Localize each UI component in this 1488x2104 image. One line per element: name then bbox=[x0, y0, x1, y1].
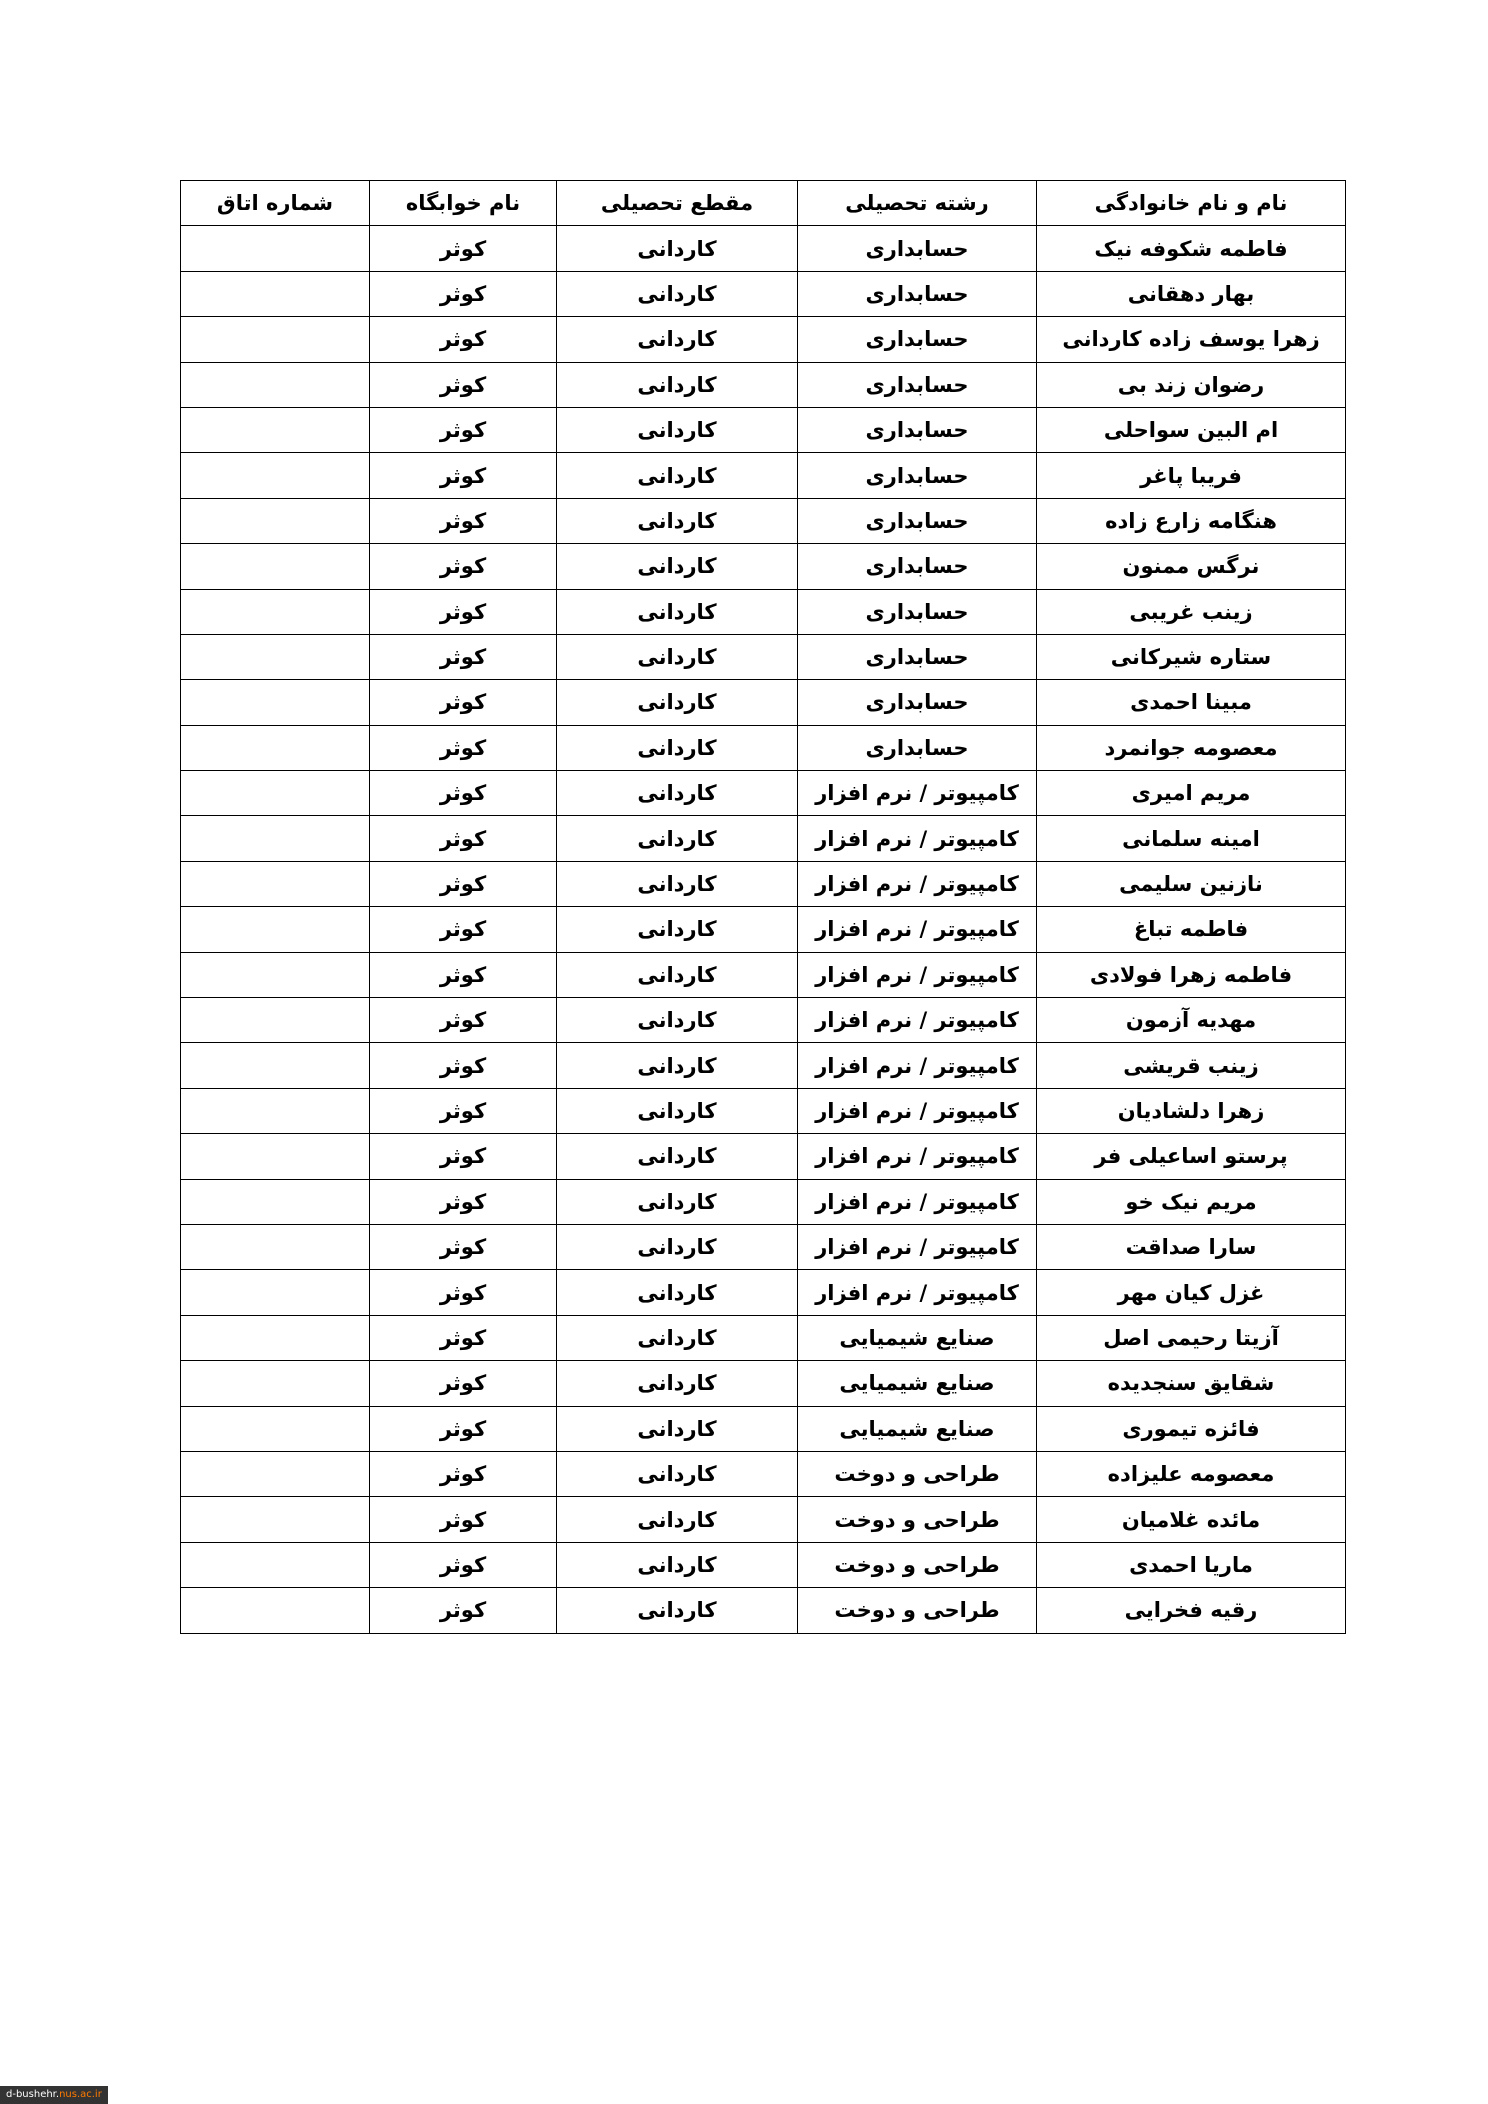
cell-level: کاردانی bbox=[557, 1134, 798, 1179]
cell-level: کاردانی bbox=[557, 1361, 798, 1406]
cell-room bbox=[181, 1451, 370, 1496]
cell-level: کاردانی bbox=[557, 1451, 798, 1496]
cell-dorm: کوثر bbox=[370, 861, 557, 906]
cell-major: کامپیوتر / نرم افزار bbox=[798, 1088, 1037, 1133]
cell-name: مریم نیک خو bbox=[1037, 1179, 1346, 1224]
cell-dorm: کوثر bbox=[370, 407, 557, 452]
cell-room bbox=[181, 771, 370, 816]
cell-room bbox=[181, 1497, 370, 1542]
table-row bbox=[181, 498, 1346, 543]
cell-level: کاردانی bbox=[557, 407, 798, 452]
cell-room bbox=[181, 407, 370, 452]
cell-name: غزل کیان مهر bbox=[1037, 1270, 1346, 1315]
cell-level: کاردانی bbox=[557, 589, 798, 634]
table-header-row bbox=[181, 181, 1346, 226]
table-row bbox=[181, 861, 1346, 906]
table-row bbox=[181, 634, 1346, 679]
cell-name: زینب غریبی bbox=[1037, 589, 1346, 634]
table-row bbox=[181, 407, 1346, 452]
cell-name: معصومه علیزاده bbox=[1037, 1451, 1346, 1496]
cell-dorm: کوثر bbox=[370, 1406, 557, 1451]
cell-major: حسابداری bbox=[798, 362, 1037, 407]
cell-level: کاردانی bbox=[557, 453, 798, 498]
table-row bbox=[181, 1043, 1346, 1088]
cell-level: کاردانی bbox=[557, 1315, 798, 1360]
cell-level: کاردانی bbox=[557, 907, 798, 952]
cell-dorm: کوثر bbox=[370, 271, 557, 316]
cell-room bbox=[181, 589, 370, 634]
cell-major: حسابداری bbox=[798, 498, 1037, 543]
cell-level: کاردانی bbox=[557, 271, 798, 316]
table-row bbox=[181, 1179, 1346, 1224]
table-row bbox=[181, 998, 1346, 1043]
header-level: مقطع تحصیلی bbox=[557, 181, 798, 226]
cell-room bbox=[181, 1406, 370, 1451]
cell-major: حسابداری bbox=[798, 725, 1037, 770]
site-url-prefix: d-bushehr. bbox=[6, 2089, 60, 2100]
table-row bbox=[181, 317, 1346, 362]
header-name: نام و نام خانوادگی bbox=[1037, 181, 1346, 226]
cell-major: حسابداری bbox=[798, 453, 1037, 498]
table-body bbox=[181, 226, 1346, 1633]
cell-level: کاردانی bbox=[557, 1179, 798, 1224]
cell-level: کاردانی bbox=[557, 544, 798, 589]
table-row bbox=[181, 907, 1346, 952]
cell-dorm: کوثر bbox=[370, 680, 557, 725]
cell-major: طراحی و دوخت bbox=[798, 1542, 1037, 1587]
cell-major: حسابداری bbox=[798, 544, 1037, 589]
document-sheet bbox=[180, 180, 1320, 1634]
cell-dorm: کوثر bbox=[370, 952, 557, 997]
cell-dorm: کوثر bbox=[370, 1451, 557, 1496]
cell-major: صنایع شیمیایی bbox=[798, 1315, 1037, 1360]
cell-level: کاردانی bbox=[557, 1088, 798, 1133]
cell-name: زهرا یوسف زاده کاردانی bbox=[1037, 317, 1346, 362]
cell-name: سارا صداقت bbox=[1037, 1224, 1346, 1269]
cell-level: کاردانی bbox=[557, 317, 798, 362]
cell-name: رضوان زند بی bbox=[1037, 362, 1346, 407]
cell-room bbox=[181, 498, 370, 543]
cell-room bbox=[181, 362, 370, 407]
cell-dorm: کوثر bbox=[370, 453, 557, 498]
table-row bbox=[181, 1361, 1346, 1406]
cell-major: حسابداری bbox=[798, 680, 1037, 725]
cell-level: کاردانی bbox=[557, 1497, 798, 1542]
cell-room bbox=[181, 1315, 370, 1360]
cell-dorm: کوثر bbox=[370, 226, 557, 271]
cell-major: صنایع شیمیایی bbox=[798, 1361, 1037, 1406]
cell-dorm: کوثر bbox=[370, 589, 557, 634]
cell-room bbox=[181, 1542, 370, 1587]
cell-level: کاردانی bbox=[557, 1588, 798, 1633]
cell-name: امینه سلمانی bbox=[1037, 816, 1346, 861]
cell-level: کاردانی bbox=[557, 1542, 798, 1587]
cell-major: کامپیوتر / نرم افزار bbox=[798, 952, 1037, 997]
cell-dorm: کوثر bbox=[370, 498, 557, 543]
cell-room bbox=[181, 1088, 370, 1133]
cell-dorm: کوثر bbox=[370, 1043, 557, 1088]
cell-room bbox=[181, 1361, 370, 1406]
table-row bbox=[181, 1406, 1346, 1451]
cell-room bbox=[181, 1224, 370, 1269]
cell-room bbox=[181, 816, 370, 861]
cell-dorm: کوثر bbox=[370, 544, 557, 589]
cell-name: ماریا احمدی bbox=[1037, 1542, 1346, 1587]
table-row bbox=[181, 1270, 1346, 1315]
cell-major: طراحی و دوخت bbox=[798, 1497, 1037, 1542]
cell-name: فریبا پاغر bbox=[1037, 453, 1346, 498]
table-row bbox=[181, 1588, 1346, 1633]
cell-level: کاردانی bbox=[557, 498, 798, 543]
cell-room bbox=[181, 861, 370, 906]
cell-dorm: کوثر bbox=[370, 1179, 557, 1224]
cell-major: کامپیوتر / نرم افزار bbox=[798, 1043, 1037, 1088]
header-room: شماره اتاق bbox=[181, 181, 370, 226]
cell-room bbox=[181, 1588, 370, 1633]
cell-level: کاردانی bbox=[557, 634, 798, 679]
cell-name: هنگامه زارع زاده bbox=[1037, 498, 1346, 543]
table-row bbox=[181, 1224, 1346, 1269]
cell-dorm: کوثر bbox=[370, 1588, 557, 1633]
cell-level: کاردانی bbox=[557, 1224, 798, 1269]
cell-level: کاردانی bbox=[557, 816, 798, 861]
cell-major: کامپیوتر / نرم افزار bbox=[798, 1179, 1037, 1224]
table-row bbox=[181, 1088, 1346, 1133]
cell-name: ستاره شیرکانی bbox=[1037, 634, 1346, 679]
cell-dorm: کوثر bbox=[370, 1224, 557, 1269]
cell-major: حسابداری bbox=[798, 317, 1037, 362]
table-row bbox=[181, 816, 1346, 861]
cell-level: کاردانی bbox=[557, 1270, 798, 1315]
cell-room bbox=[181, 680, 370, 725]
cell-name: فائزه تیموری bbox=[1037, 1406, 1346, 1451]
cell-level: کاردانی bbox=[557, 1043, 798, 1088]
cell-dorm: کوثر bbox=[370, 1497, 557, 1542]
cell-room bbox=[181, 1134, 370, 1179]
site-url-badge bbox=[0, 2086, 108, 2104]
cell-room bbox=[181, 1270, 370, 1315]
table-row bbox=[181, 362, 1346, 407]
cell-room bbox=[181, 453, 370, 498]
header-dorm: نام خوابگاه bbox=[370, 181, 557, 226]
cell-major: طراحی و دوخت bbox=[798, 1451, 1037, 1496]
cell-level: کاردانی bbox=[557, 952, 798, 997]
cell-major: حسابداری bbox=[798, 407, 1037, 452]
cell-room bbox=[181, 1043, 370, 1088]
cell-room bbox=[181, 907, 370, 952]
cell-dorm: کوثر bbox=[370, 1542, 557, 1587]
cell-room bbox=[181, 634, 370, 679]
cell-name: مهدیه آزمون bbox=[1037, 998, 1346, 1043]
cell-name: نازنین سلیمی bbox=[1037, 861, 1346, 906]
cell-dorm: کوثر bbox=[370, 816, 557, 861]
cell-major: کامپیوتر / نرم افزار bbox=[798, 861, 1037, 906]
cell-name: نرگس ممنون bbox=[1037, 544, 1346, 589]
cell-name: ام البین سواحلی bbox=[1037, 407, 1346, 452]
cell-dorm: کوثر bbox=[370, 362, 557, 407]
cell-room bbox=[181, 226, 370, 271]
cell-dorm: کوثر bbox=[370, 1361, 557, 1406]
cell-name: مریم امیری bbox=[1037, 771, 1346, 816]
cell-name: مائده غلامیان bbox=[1037, 1497, 1346, 1542]
cell-room bbox=[181, 544, 370, 589]
site-url-suffix: nus.ac.ir bbox=[59, 2089, 102, 2100]
cell-level: کاردانی bbox=[557, 226, 798, 271]
cell-room bbox=[181, 317, 370, 362]
table-row bbox=[181, 226, 1346, 271]
table-row bbox=[181, 1134, 1346, 1179]
cell-major: کامپیوتر / نرم افزار bbox=[798, 1134, 1037, 1179]
cell-dorm: کوثر bbox=[370, 725, 557, 770]
cell-major: کامپیوتر / نرم افزار bbox=[798, 1270, 1037, 1315]
table-row bbox=[181, 952, 1346, 997]
cell-name: آزیتا رحیمی اصل bbox=[1037, 1315, 1346, 1360]
cell-major: حسابداری bbox=[798, 589, 1037, 634]
header-major: رشته تحصیلی bbox=[798, 181, 1037, 226]
table-row bbox=[181, 589, 1346, 634]
cell-room bbox=[181, 271, 370, 316]
cell-room bbox=[181, 1179, 370, 1224]
cell-dorm: کوثر bbox=[370, 634, 557, 679]
cell-name: فاطمه زهرا فولادی bbox=[1037, 952, 1346, 997]
cell-dorm: کوثر bbox=[370, 1088, 557, 1133]
table-row bbox=[181, 680, 1346, 725]
cell-name: بهار دهقانی bbox=[1037, 271, 1346, 316]
cell-level: کاردانی bbox=[557, 771, 798, 816]
table-row bbox=[181, 1315, 1346, 1360]
cell-major: حسابداری bbox=[798, 226, 1037, 271]
cell-major: حسابداری bbox=[798, 271, 1037, 316]
table-row bbox=[181, 725, 1346, 770]
table-row bbox=[181, 271, 1346, 316]
cell-major: کامپیوتر / نرم افزار bbox=[798, 1224, 1037, 1269]
cell-level: کاردانی bbox=[557, 998, 798, 1043]
cell-name: پرستو اساعیلی فر bbox=[1037, 1134, 1346, 1179]
cell-major: کامپیوتر / نرم افزار bbox=[798, 771, 1037, 816]
table-row bbox=[181, 1497, 1346, 1542]
cell-major: کامپیوتر / نرم افزار bbox=[798, 907, 1037, 952]
cell-room bbox=[181, 998, 370, 1043]
table-row bbox=[181, 1451, 1346, 1496]
cell-level: کاردانی bbox=[557, 680, 798, 725]
cell-major: صنایع شیمیایی bbox=[798, 1406, 1037, 1451]
cell-major: طراحی و دوخت bbox=[798, 1588, 1037, 1633]
cell-room bbox=[181, 952, 370, 997]
table-row bbox=[181, 1542, 1346, 1587]
cell-dorm: کوثر bbox=[370, 998, 557, 1043]
table-row bbox=[181, 453, 1346, 498]
cell-name: مبینا احمدی bbox=[1037, 680, 1346, 725]
cell-dorm: کوثر bbox=[370, 771, 557, 816]
cell-name: فاطمه شکوفه نیک bbox=[1037, 226, 1346, 271]
table-row bbox=[181, 771, 1346, 816]
cell-major: کامپیوتر / نرم افزار bbox=[798, 816, 1037, 861]
cell-level: کاردانی bbox=[557, 861, 798, 906]
cell-level: کاردانی bbox=[557, 725, 798, 770]
cell-dorm: کوثر bbox=[370, 1315, 557, 1360]
cell-name: شقایق سنجدیده bbox=[1037, 1361, 1346, 1406]
cell-name: فاطمه تباغ bbox=[1037, 907, 1346, 952]
cell-dorm: کوثر bbox=[370, 317, 557, 362]
cell-name: رقیه فخرایی bbox=[1037, 1588, 1346, 1633]
table-row bbox=[181, 544, 1346, 589]
cell-major: کامپیوتر / نرم افزار bbox=[798, 998, 1037, 1043]
cell-room bbox=[181, 725, 370, 770]
cell-level: کاردانی bbox=[557, 362, 798, 407]
cell-name: معصومه جوانمرد bbox=[1037, 725, 1346, 770]
dormitory-roster-table bbox=[180, 180, 1346, 1634]
cell-dorm: کوثر bbox=[370, 1270, 557, 1315]
cell-dorm: کوثر bbox=[370, 1134, 557, 1179]
cell-dorm: کوثر bbox=[370, 907, 557, 952]
cell-name: زهرا دلشادیان bbox=[1037, 1088, 1346, 1133]
cell-major: حسابداری bbox=[798, 634, 1037, 679]
cell-level: کاردانی bbox=[557, 1406, 798, 1451]
cell-name: زینب قریشی bbox=[1037, 1043, 1346, 1088]
